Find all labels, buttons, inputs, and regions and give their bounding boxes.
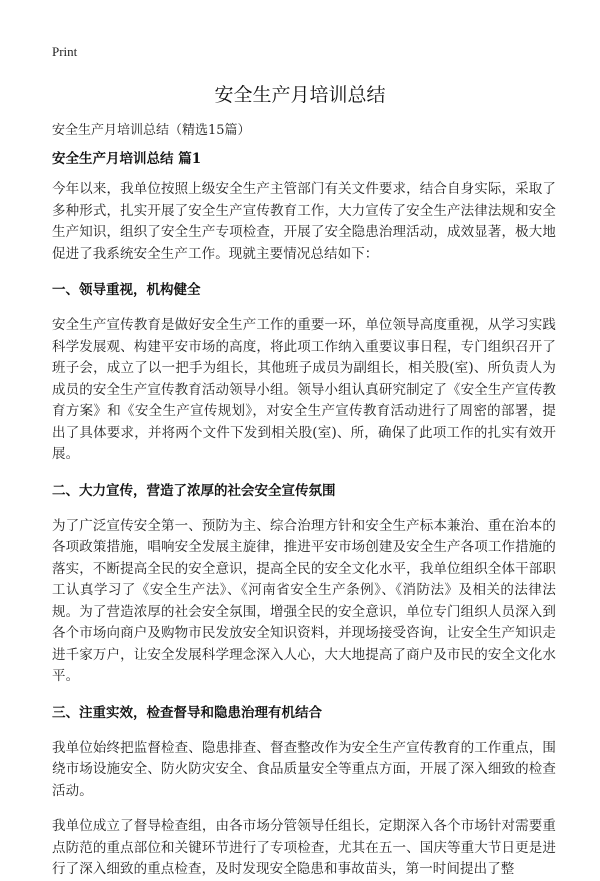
print-link[interactable]: Print [52,44,78,59]
heading-3: 三、注重实效，检查督导和隐患治理有机结合 [52,704,322,721]
heading-1: 一、领导重视，机构健全 [52,282,201,298]
intro-paragraph: 今年以来，我单位按照上级安全生产主管部门有关文件要求，结合自身实际，采取了多种形式，扎实开展了安全生产宣传教育工作，大力宣传了安全生产法律法规和安全生产知识，组织了安全生产专项检查，开展了安全隐患治理活动，成效显著，极大地促进了我系统安全生产工作。现就主要情况总结如下： [52,181,556,262]
document-body [52,148,556,881]
paragraph-1: 安全生产宣传教育是做好安全生产工作的重要一环，单位领导高度重视，从学习实践科学发展观、构建平安市场的高度，将此项工作纳入重要议事日程，专门组织召开了班子会，成立了以一把手为组长，其他班子成员为副组长，相关股(室)、所负责人为成员的安全生产宣传教育活动领导小组。领导小组认真研究制定了《安全生产宣传教育方案》和《安全生产宣传规划》，对安全生产宣传教育活动进行了周密的部署，提出了具体要求，并将两个文件下发到相关股(室)、所，确保了此项工作的扎实有效开展。 [52,317,556,462]
document-subtitle: 安全生产月培训总结（精选15篇） [52,123,251,138]
heading-2: 二、大力宣传，营造了浓厚的社会安全宣传氛围 [52,482,336,499]
section-title: 安全生产月培训总结 篇1 [52,151,202,167]
page-title: 安全生产月培训总结 [214,84,386,106]
paragraph-3: 我单位始终把监督检查、隐患排查、督查整改作为安全生产宣传教育的工作重点，围绕市场设施安全、防火防灾安全、食品质量安全等重点方面，开展了深入细致的检查活动。 [52,739,556,799]
paragraph-4: 我单位成立了督导检查组，由各市场分管领导任组长，定期深入各个市场针对需要重点防范的重点部位和关键环节进行了专项检查，尤其在五一、国庆等重大节日更是进行了深入细致的重点检查，及时发现安全隐患和事故苗头，第一时间提出了整 [52,818,556,877]
paragraph-2: 为了广泛宣传安全第一、预防为主、综合治理方针和安全生产标本兼治、重在治本的各项政策措施，唱响安全发展主旋律，推进平安市场创建及安全生产各项工作措施的落实，不断提高全民的安全意识，提高全民的安全文化水平，我单位组织全体干部职工认真学习了《安全生产法》、《河南省安全生产条例》、《消防法》及相关的法律法规。为了营造浓厚的社会安全氛围，增强全民的安全意识，单位专门组织人员深入到各个市场向商户及购物市民发放安全知识资料，并现场接受咨询，让安全生产知识走进千家万户，让安全发展科学理念深入人心，大大地提高了商户及市民的安全文化水平。 [52,517,556,684]
